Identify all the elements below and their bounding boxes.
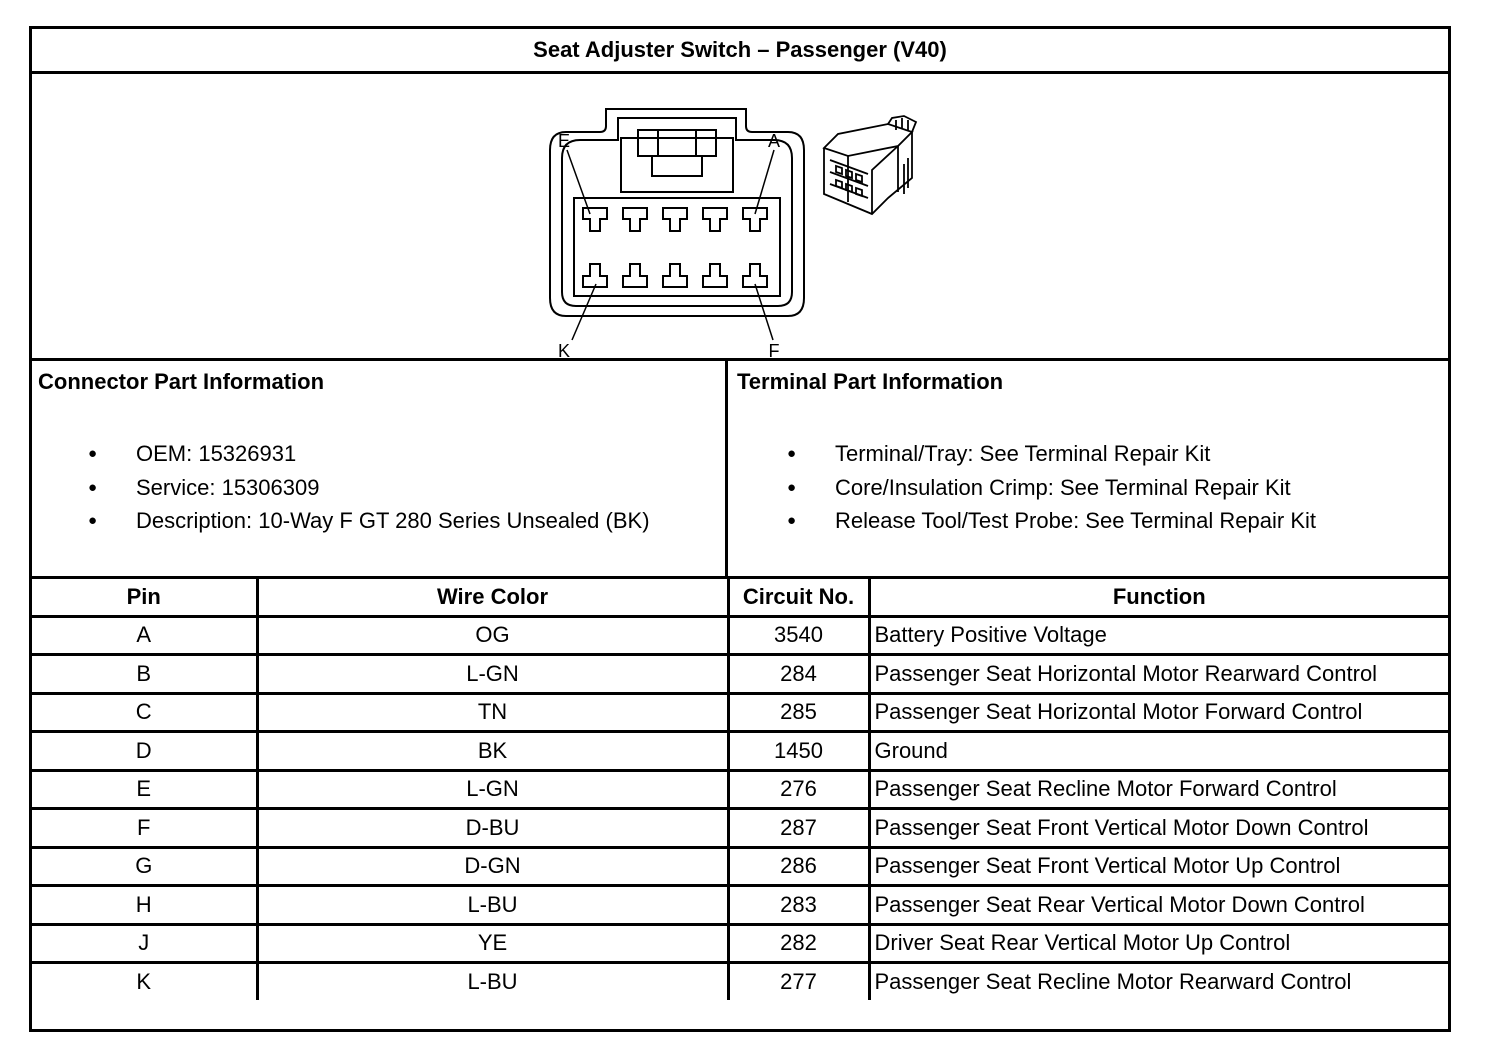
- circuit-cell: 284: [728, 655, 869, 694]
- circuit-cell: 3540: [728, 616, 869, 655]
- pin-label-e: E: [557, 131, 571, 151]
- wire-color-cell: TN: [257, 693, 728, 732]
- pin-cell: K: [32, 963, 257, 1000]
- pin-cell: A: [32, 616, 257, 655]
- table-row: [32, 809, 1448, 848]
- wire-color-cell: D-BU: [257, 809, 728, 848]
- pin-cell: F: [32, 809, 257, 848]
- pin-cell: H: [32, 886, 257, 925]
- function-cell: Passenger Seat Front Vertical Motor Down Control: [869, 809, 1448, 848]
- wire-color-cell: L-GN: [257, 655, 728, 694]
- function-cell: Passenger Seat Horizontal Motor Forward Control: [869, 693, 1448, 732]
- column-header-wire-color: Wire Color: [257, 578, 728, 617]
- pin-cell: G: [32, 847, 257, 886]
- list-item: ● Core/Insulation Crimp: See Terminal Repair Kit: [731, 471, 1316, 505]
- connector-face-diagram: [32, 74, 1448, 358]
- pin-label-a: A: [767, 131, 781, 151]
- table-row: [32, 693, 1448, 732]
- wire-color-cell: BK: [257, 732, 728, 771]
- list-item: ● Terminal/Tray: See Terminal Repair Kit: [731, 437, 1316, 471]
- connector-isometric-image: [824, 116, 916, 214]
- table-row: [32, 963, 1448, 1000]
- connector-info-list: [32, 437, 650, 538]
- circuit-cell: 285: [728, 693, 869, 732]
- circuit-cell: 277: [728, 963, 869, 1000]
- wire-color-cell: D-GN: [257, 847, 728, 886]
- function-cell: Passenger Seat Front Vertical Motor Up Control: [869, 847, 1448, 886]
- function-cell: Battery Positive Voltage: [869, 616, 1448, 655]
- circuit-cell: 1450: [728, 732, 869, 771]
- wire-color-cell: OG: [257, 616, 728, 655]
- column-header-function: Function: [869, 578, 1448, 617]
- function-cell: Driver Seat Rear Vertical Motor Up Control: [869, 924, 1448, 963]
- table-row: [32, 924, 1448, 963]
- wire-color-cell: L-BU: [257, 886, 728, 925]
- list-item: ● Description: 10-Way F GT 280 Series Unsealed (BK): [32, 504, 650, 538]
- circuit-cell: 276: [728, 770, 869, 809]
- wire-color-cell: YE: [257, 924, 728, 963]
- pinout-table: [32, 576, 1448, 1000]
- list-item: ● Service: 15306309: [32, 471, 650, 505]
- function-cell: Passenger Seat Horizontal Motor Rearward Control: [869, 655, 1448, 694]
- circuit-cell: 282: [728, 924, 869, 963]
- wire-color-cell: L-GN: [257, 770, 728, 809]
- terminal-info-list: [731, 437, 1316, 538]
- pin-label-k: K: [557, 341, 571, 358]
- function-cell: Ground: [869, 732, 1448, 771]
- pin-cell: B: [32, 655, 257, 694]
- pin-cell: C: [32, 693, 257, 732]
- connector-figure: [32, 74, 1448, 361]
- terminal-part-information: [731, 361, 1448, 576]
- function-cell: Passenger Seat Rear Vertical Motor Down Control: [869, 886, 1448, 925]
- table-row: [32, 847, 1448, 886]
- terminal-cavities: [583, 208, 767, 287]
- table-row: [32, 732, 1448, 771]
- table-row: [32, 770, 1448, 809]
- connector-info-heading: Connector Part Information: [38, 369, 325, 394]
- list-item: ● OEM: 15326931: [32, 437, 650, 471]
- circuit-cell: 286: [728, 847, 869, 886]
- table-row: [32, 616, 1448, 655]
- pin-leader-lines: [567, 150, 774, 340]
- column-header-pin: Pin: [32, 578, 257, 617]
- column-header-circuit-no: Circuit No.: [728, 578, 869, 617]
- circuit-cell: 287: [728, 809, 869, 848]
- terminal-info-heading: Terminal Part Information: [737, 369, 1004, 394]
- table-row: [32, 655, 1448, 694]
- page-title: Seat Adjuster Switch – Passenger (V40): [32, 29, 1448, 74]
- pin-label-f: F: [768, 341, 780, 358]
- circuit-cell: 283: [728, 886, 869, 925]
- function-cell: Passenger Seat Recline Motor Rearward Control: [869, 963, 1448, 1000]
- pin-cell: D: [32, 732, 257, 771]
- list-item: ● Release Tool/Test Probe: See Terminal Repair Kit: [731, 504, 1316, 538]
- wire-color-cell: L-BU: [257, 963, 728, 1000]
- pin-cell: E: [32, 770, 257, 809]
- function-cell: Passenger Seat Recline Motor Forward Control: [869, 770, 1448, 809]
- table-row: [32, 886, 1448, 925]
- connector-part-information: [32, 361, 728, 576]
- table-header-row: [32, 578, 1448, 617]
- connector-sheet: [29, 26, 1451, 1032]
- pin-cell: J: [32, 924, 257, 963]
